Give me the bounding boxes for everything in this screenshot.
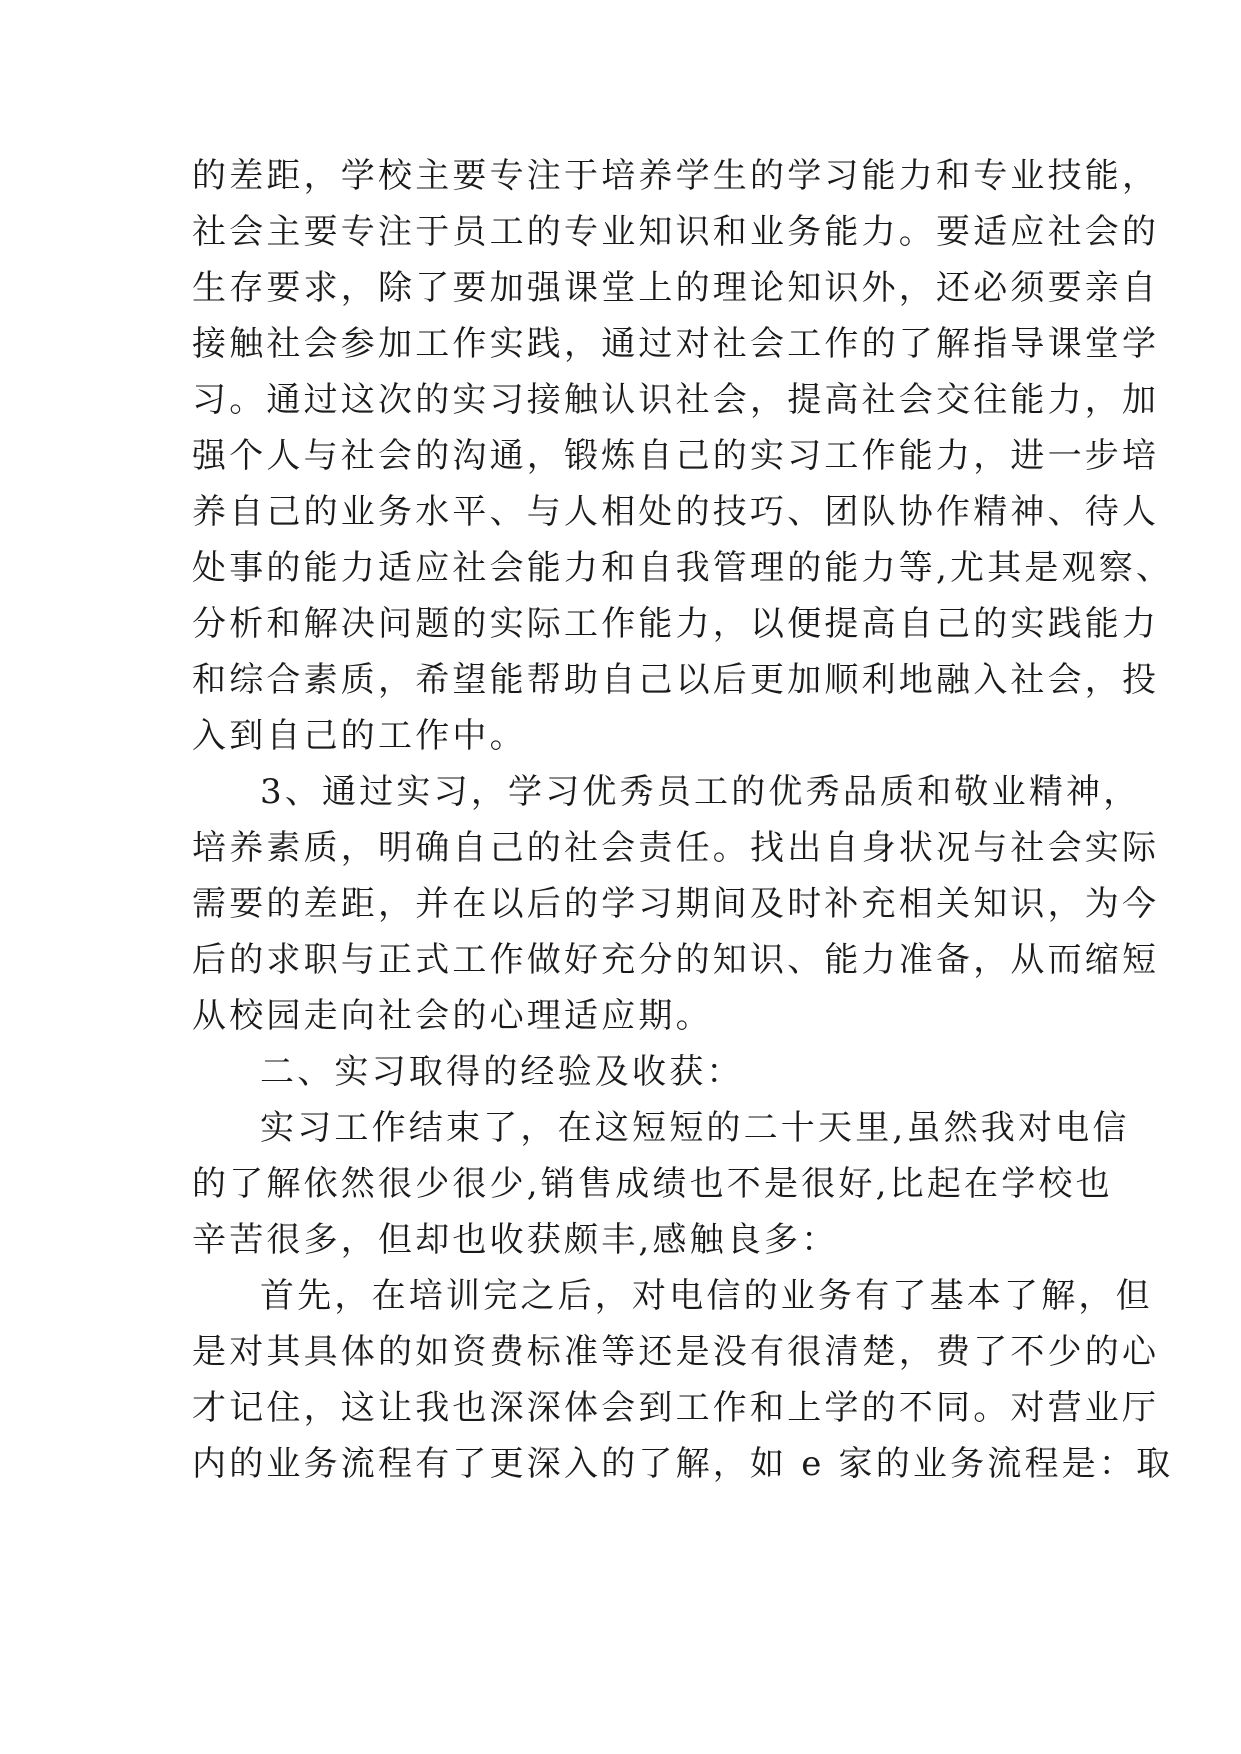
text-line: 内的业务流程有了更深入的了解，如 e 家的业务流程是：取	[192, 1444, 1174, 1484]
text-line: 社会主要专注于员工的专业知识和业务能力。要适应社会的	[192, 212, 1160, 252]
text-line: 辛苦很多，但却也收获颇丰,感触良多：	[192, 1220, 839, 1260]
paragraph-start-line: 首先，在培训完之后，对电信的业务有了基本了解，但	[260, 1276, 1153, 1316]
paragraph-start-line: 实习工作结束了，在这短短的二十天里,虽然我对电信	[260, 1108, 1130, 1148]
text-line: 强个人与社会的沟通，锻炼自己的实习工作能力，进一步培	[192, 436, 1160, 476]
text-line: 是对其具体的如资费标准等还是没有很清楚，费了不少的心	[192, 1332, 1160, 1372]
text-line: 生存要求，除了要加强课堂上的理论知识外，还必须要亲自	[192, 268, 1160, 308]
paragraph-start-line: 3、通过实习，学习优秀员工的优秀品质和敬业精神，	[260, 772, 1141, 812]
text-line: 后的求职与正式工作做好充分的知识、能力准备，从而缩短	[192, 940, 1160, 980]
document-page	[192, 148, 1174, 1492]
text-line: 的了解依然很少很少,销售成绩也不是很好,比起在学校也	[192, 1164, 1113, 1204]
section-heading: 二、实习取得的经验及收获：	[260, 1052, 744, 1092]
text-line: 养自己的业务水平、与人相处的技巧、团队协作精神、待人	[192, 492, 1160, 532]
text-line: 接触社会参加工作实践，通过对社会工作的了解指导课堂学	[192, 324, 1160, 364]
text-line: 才记住，这让我也深深体会到工作和上学的不同。对营业厅	[192, 1388, 1160, 1428]
text-line: 和综合素质，希望能帮助自己以后更加顺利地融入社会，投	[192, 660, 1160, 700]
text-line: 需要的差距，并在以后的学习期间及时补充相关知识，为今	[192, 884, 1160, 924]
text-line: 处事的能力适应社会能力和自我管理的能力等,尤其是观察、	[192, 548, 1174, 588]
text-line: 习。通过这次的实习接触认识社会，提高社会交往能力，加	[192, 380, 1160, 420]
text-line: 入到自己的工作中。	[192, 716, 527, 756]
text-line: 从校园走向社会的心理适应期。	[192, 996, 713, 1036]
text-line: 培养素质，明确自己的社会责任。找出自身状况与社会实际	[192, 828, 1160, 868]
text-line: 分析和解决问题的实际工作能力，以便提高自己的实践能力	[192, 604, 1160, 644]
text-line: 的差距，学校主要专注于培养学生的学习能力和专业技能，	[192, 156, 1160, 196]
